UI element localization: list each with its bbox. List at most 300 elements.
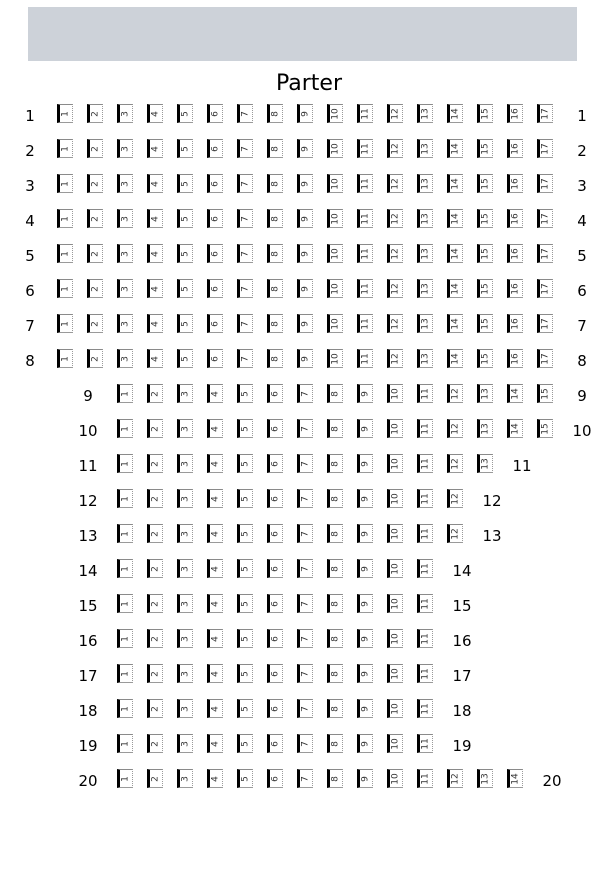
seat[interactable]	[477, 279, 493, 298]
seat[interactable]	[267, 104, 283, 123]
seat[interactable]	[537, 279, 553, 298]
seat[interactable]	[537, 349, 553, 368]
seat[interactable]	[387, 629, 403, 648]
seat[interactable]	[477, 104, 493, 123]
seat[interactable]	[237, 244, 253, 263]
seat[interactable]	[147, 279, 163, 298]
seat[interactable]	[207, 664, 223, 683]
seat[interactable]	[327, 279, 343, 298]
seat[interactable]	[387, 664, 403, 683]
seat[interactable]	[387, 699, 403, 718]
seat[interactable]	[267, 174, 283, 193]
seat[interactable]	[507, 769, 523, 788]
seat[interactable]	[57, 279, 73, 298]
seat[interactable]	[117, 629, 133, 648]
seat[interactable]	[417, 489, 433, 508]
seat[interactable]	[357, 279, 373, 298]
seat[interactable]	[147, 559, 163, 578]
seat[interactable]	[447, 769, 463, 788]
seat[interactable]	[117, 314, 133, 333]
seat[interactable]	[327, 524, 343, 543]
seat[interactable]	[237, 209, 253, 228]
seat[interactable]	[477, 419, 493, 438]
seat[interactable]	[237, 174, 253, 193]
seat[interactable]	[327, 349, 343, 368]
seat[interactable]	[357, 769, 373, 788]
seat[interactable]	[177, 244, 193, 263]
seat[interactable]	[447, 489, 463, 508]
seat[interactable]	[87, 244, 103, 263]
seat[interactable]	[117, 454, 133, 473]
seat[interactable]	[237, 559, 253, 578]
seat[interactable]	[117, 174, 133, 193]
seat[interactable]	[267, 769, 283, 788]
seat[interactable]	[387, 769, 403, 788]
seat[interactable]	[417, 559, 433, 578]
seat[interactable]	[177, 279, 193, 298]
seat[interactable]	[267, 524, 283, 543]
seat[interactable]	[267, 489, 283, 508]
seat[interactable]	[177, 594, 193, 613]
seat[interactable]	[147, 629, 163, 648]
seat[interactable]	[357, 454, 373, 473]
seat[interactable]	[207, 419, 223, 438]
seat[interactable]	[507, 279, 523, 298]
seat[interactable]	[237, 314, 253, 333]
seat[interactable]	[447, 524, 463, 543]
seat[interactable]	[327, 734, 343, 753]
seat[interactable]	[327, 594, 343, 613]
seat[interactable]	[447, 209, 463, 228]
seat[interactable]	[387, 174, 403, 193]
seat[interactable]	[477, 209, 493, 228]
seat-row	[0, 732, 610, 767]
seat[interactable]	[297, 734, 313, 753]
seat[interactable]	[117, 419, 133, 438]
seat[interactable]	[267, 419, 283, 438]
seat[interactable]	[417, 699, 433, 718]
seat[interactable]	[417, 524, 433, 543]
seat[interactable]	[297, 664, 313, 683]
seat-number: 9	[360, 740, 371, 747]
seat[interactable]	[297, 594, 313, 613]
seat[interactable]	[267, 664, 283, 683]
seat[interactable]	[297, 419, 313, 438]
seat[interactable]	[117, 384, 133, 403]
seat[interactable]	[267, 734, 283, 753]
seat[interactable]	[237, 699, 253, 718]
seat[interactable]	[297, 384, 313, 403]
seat[interactable]	[87, 139, 103, 158]
seat-number: 2	[150, 635, 161, 642]
seat[interactable]	[177, 104, 193, 123]
seat[interactable]	[357, 629, 373, 648]
seat[interactable]	[357, 664, 373, 683]
seat[interactable]	[147, 419, 163, 438]
seat[interactable]	[147, 384, 163, 403]
seat[interactable]	[237, 419, 253, 438]
seat[interactable]	[327, 769, 343, 788]
seat[interactable]	[297, 699, 313, 718]
seat[interactable]	[237, 734, 253, 753]
seat[interactable]	[57, 244, 73, 263]
seat[interactable]	[207, 174, 223, 193]
seat[interactable]	[267, 139, 283, 158]
seat[interactable]	[387, 244, 403, 263]
seat[interactable]	[207, 244, 223, 263]
seat[interactable]	[387, 314, 403, 333]
seat[interactable]	[447, 244, 463, 263]
seat[interactable]	[147, 524, 163, 543]
seat[interactable]	[117, 349, 133, 368]
seat[interactable]	[237, 384, 253, 403]
seat[interactable]	[147, 664, 163, 683]
seat-number: 16	[510, 177, 521, 190]
seat[interactable]	[447, 279, 463, 298]
seat[interactable]	[87, 104, 103, 123]
seat[interactable]	[87, 174, 103, 193]
seat[interactable]	[147, 349, 163, 368]
seat[interactable]	[537, 139, 553, 158]
seat[interactable]	[387, 139, 403, 158]
seat[interactable]	[447, 104, 463, 123]
seat[interactable]	[387, 489, 403, 508]
seat-number: 17	[540, 177, 551, 190]
seat[interactable]	[297, 314, 313, 333]
seat[interactable]	[357, 734, 373, 753]
seat[interactable]	[357, 104, 373, 123]
seat[interactable]	[57, 174, 73, 193]
seat[interactable]	[447, 349, 463, 368]
seat[interactable]	[237, 349, 253, 368]
seat[interactable]	[537, 419, 553, 438]
seat[interactable]	[117, 279, 133, 298]
seat[interactable]	[207, 594, 223, 613]
seat[interactable]	[267, 629, 283, 648]
seat[interactable]	[387, 524, 403, 543]
seat[interactable]	[177, 629, 193, 648]
seat[interactable]	[357, 419, 373, 438]
seat[interactable]	[327, 209, 343, 228]
seat[interactable]	[507, 139, 523, 158]
seat[interactable]	[327, 629, 343, 648]
seat[interactable]	[87, 279, 103, 298]
seat[interactable]	[327, 104, 343, 123]
seat[interactable]	[507, 314, 523, 333]
seat[interactable]	[207, 734, 223, 753]
seat[interactable]	[177, 419, 193, 438]
seat[interactable]	[357, 594, 373, 613]
seat[interactable]	[267, 209, 283, 228]
seat-number: 7	[240, 110, 251, 117]
seat[interactable]	[117, 244, 133, 263]
seat[interactable]	[117, 699, 133, 718]
seat[interactable]	[537, 314, 553, 333]
seat[interactable]	[447, 174, 463, 193]
seat[interactable]	[507, 244, 523, 263]
seat[interactable]	[177, 349, 193, 368]
row-label-right: 13	[482, 527, 502, 545]
seat[interactable]	[237, 594, 253, 613]
seat[interactable]	[447, 454, 463, 473]
seat[interactable]	[477, 769, 493, 788]
seat[interactable]	[237, 279, 253, 298]
seat[interactable]	[327, 699, 343, 718]
seat[interactable]	[387, 559, 403, 578]
seat[interactable]	[477, 174, 493, 193]
seat[interactable]	[267, 349, 283, 368]
seat[interactable]	[387, 279, 403, 298]
seat[interactable]	[357, 524, 373, 543]
seat[interactable]	[417, 349, 433, 368]
seat[interactable]	[207, 314, 223, 333]
seat[interactable]	[147, 104, 163, 123]
seat[interactable]	[177, 384, 193, 403]
seat[interactable]	[357, 559, 373, 578]
seat[interactable]	[417, 454, 433, 473]
seat[interactable]	[177, 174, 193, 193]
seat[interactable]	[207, 139, 223, 158]
seat[interactable]	[117, 524, 133, 543]
seat[interactable]	[357, 244, 373, 263]
seat[interactable]	[117, 594, 133, 613]
seat[interactable]	[147, 244, 163, 263]
seat[interactable]	[417, 139, 433, 158]
seat[interactable]	[417, 279, 433, 298]
seat[interactable]	[57, 139, 73, 158]
seat[interactable]	[417, 174, 433, 193]
seat[interactable]	[297, 139, 313, 158]
seat[interactable]	[417, 104, 433, 123]
seat[interactable]	[387, 349, 403, 368]
seat[interactable]	[117, 559, 133, 578]
seat-number: 16	[510, 282, 521, 295]
seat[interactable]	[417, 314, 433, 333]
seat[interactable]	[297, 769, 313, 788]
seat[interactable]	[147, 699, 163, 718]
seat[interactable]	[447, 314, 463, 333]
seat[interactable]	[417, 384, 433, 403]
seat[interactable]	[477, 139, 493, 158]
seat[interactable]	[387, 734, 403, 753]
seat[interactable]	[357, 349, 373, 368]
seat[interactable]	[297, 454, 313, 473]
seat[interactable]	[177, 524, 193, 543]
seat[interactable]	[147, 454, 163, 473]
seat[interactable]	[297, 244, 313, 263]
seat[interactable]	[117, 734, 133, 753]
seat[interactable]	[177, 139, 193, 158]
seat[interactable]	[297, 559, 313, 578]
seat[interactable]	[507, 104, 523, 123]
seat[interactable]	[477, 349, 493, 368]
seat[interactable]	[267, 384, 283, 403]
seat[interactable]	[417, 209, 433, 228]
seat[interactable]	[207, 454, 223, 473]
seat[interactable]	[237, 104, 253, 123]
seat[interactable]	[177, 769, 193, 788]
seat[interactable]	[447, 384, 463, 403]
seat-number: 4	[210, 565, 221, 572]
seat[interactable]	[417, 664, 433, 683]
seat[interactable]	[147, 594, 163, 613]
seat[interactable]	[207, 489, 223, 508]
seat[interactable]	[327, 244, 343, 263]
seat[interactable]	[177, 489, 193, 508]
seat[interactable]	[57, 104, 73, 123]
seat[interactable]	[237, 664, 253, 683]
seat[interactable]	[537, 174, 553, 193]
seat-number: 8	[330, 460, 341, 467]
seat[interactable]	[327, 454, 343, 473]
seat[interactable]	[177, 209, 193, 228]
seat[interactable]	[417, 594, 433, 613]
seat[interactable]	[177, 734, 193, 753]
seat[interactable]	[207, 279, 223, 298]
seat[interactable]	[267, 559, 283, 578]
seat[interactable]	[207, 349, 223, 368]
seat[interactable]	[537, 384, 553, 403]
seat[interactable]	[417, 244, 433, 263]
seat[interactable]	[297, 524, 313, 543]
seat[interactable]	[267, 244, 283, 263]
seat[interactable]	[147, 209, 163, 228]
seat[interactable]	[357, 139, 373, 158]
seat[interactable]	[177, 454, 193, 473]
seat[interactable]	[537, 104, 553, 123]
seat[interactable]	[417, 769, 433, 788]
seat[interactable]	[117, 769, 133, 788]
seat[interactable]	[357, 314, 373, 333]
seat[interactable]	[297, 489, 313, 508]
seat[interactable]	[297, 279, 313, 298]
seat[interactable]	[357, 489, 373, 508]
seat[interactable]	[207, 769, 223, 788]
seat[interactable]	[177, 559, 193, 578]
seat[interactable]	[237, 139, 253, 158]
seat[interactable]	[387, 384, 403, 403]
seat[interactable]	[327, 314, 343, 333]
seat[interactable]	[147, 174, 163, 193]
seat[interactable]	[117, 104, 133, 123]
seat[interactable]	[297, 349, 313, 368]
seat[interactable]	[417, 629, 433, 648]
seat[interactable]	[147, 314, 163, 333]
seat[interactable]	[417, 419, 433, 438]
seat[interactable]	[267, 699, 283, 718]
seat[interactable]	[207, 104, 223, 123]
seat[interactable]	[507, 384, 523, 403]
seat[interactable]	[507, 419, 523, 438]
seat[interactable]	[267, 594, 283, 613]
seat[interactable]	[417, 734, 433, 753]
seat[interactable]	[207, 699, 223, 718]
seat[interactable]	[327, 384, 343, 403]
seat[interactable]	[387, 594, 403, 613]
seat[interactable]	[297, 629, 313, 648]
seat[interactable]	[207, 559, 223, 578]
seat-number: 12	[450, 527, 461, 540]
seat[interactable]	[57, 209, 73, 228]
seat[interactable]	[147, 734, 163, 753]
seat-number: 3	[180, 600, 191, 607]
seat[interactable]	[237, 489, 253, 508]
seat-number: 11	[360, 142, 371, 155]
row-label-left: 11	[78, 457, 98, 475]
seat[interactable]	[327, 664, 343, 683]
seat[interactable]	[297, 174, 313, 193]
seat[interactable]	[147, 139, 163, 158]
seat[interactable]	[117, 139, 133, 158]
seat[interactable]	[177, 699, 193, 718]
seat-number: 15	[480, 282, 491, 295]
seat[interactable]	[537, 244, 553, 263]
seat[interactable]	[477, 314, 493, 333]
seat[interactable]	[447, 419, 463, 438]
seat[interactable]	[267, 454, 283, 473]
seat[interactable]	[237, 629, 253, 648]
seat[interactable]	[117, 489, 133, 508]
seat[interactable]	[297, 209, 313, 228]
seat[interactable]	[327, 489, 343, 508]
seat[interactable]	[87, 209, 103, 228]
seat-number: 10	[330, 142, 341, 155]
seat[interactable]	[507, 209, 523, 228]
seat[interactable]	[477, 454, 493, 473]
seat[interactable]	[267, 314, 283, 333]
seat[interactable]	[117, 209, 133, 228]
seat[interactable]	[537, 209, 553, 228]
seat[interactable]	[507, 174, 523, 193]
seat[interactable]	[207, 384, 223, 403]
seat[interactable]	[87, 349, 103, 368]
seat[interactable]	[237, 454, 253, 473]
seat[interactable]	[297, 104, 313, 123]
seat[interactable]	[177, 314, 193, 333]
seat[interactable]	[387, 104, 403, 123]
seat[interactable]	[147, 489, 163, 508]
seat[interactable]	[357, 699, 373, 718]
seat[interactable]	[237, 769, 253, 788]
seat[interactable]	[57, 314, 73, 333]
seat[interactable]	[117, 664, 133, 683]
seat[interactable]	[357, 174, 373, 193]
seat[interactable]	[147, 769, 163, 788]
seat[interactable]	[207, 629, 223, 648]
seat[interactable]	[207, 524, 223, 543]
seat[interactable]	[57, 349, 73, 368]
seat[interactable]	[267, 279, 283, 298]
seat[interactable]	[477, 384, 493, 403]
seat[interactable]	[87, 314, 103, 333]
seat[interactable]	[387, 419, 403, 438]
seat[interactable]	[327, 174, 343, 193]
seat[interactable]	[327, 419, 343, 438]
seat[interactable]	[507, 349, 523, 368]
seat[interactable]	[327, 139, 343, 158]
seat[interactable]	[357, 209, 373, 228]
seat-number: 17	[540, 142, 551, 155]
seat[interactable]	[387, 209, 403, 228]
seat[interactable]	[327, 559, 343, 578]
seat[interactable]	[447, 139, 463, 158]
seat[interactable]	[237, 524, 253, 543]
seat[interactable]	[387, 454, 403, 473]
seat[interactable]	[357, 384, 373, 403]
seat[interactable]	[477, 244, 493, 263]
seat[interactable]	[207, 209, 223, 228]
seat[interactable]	[177, 664, 193, 683]
